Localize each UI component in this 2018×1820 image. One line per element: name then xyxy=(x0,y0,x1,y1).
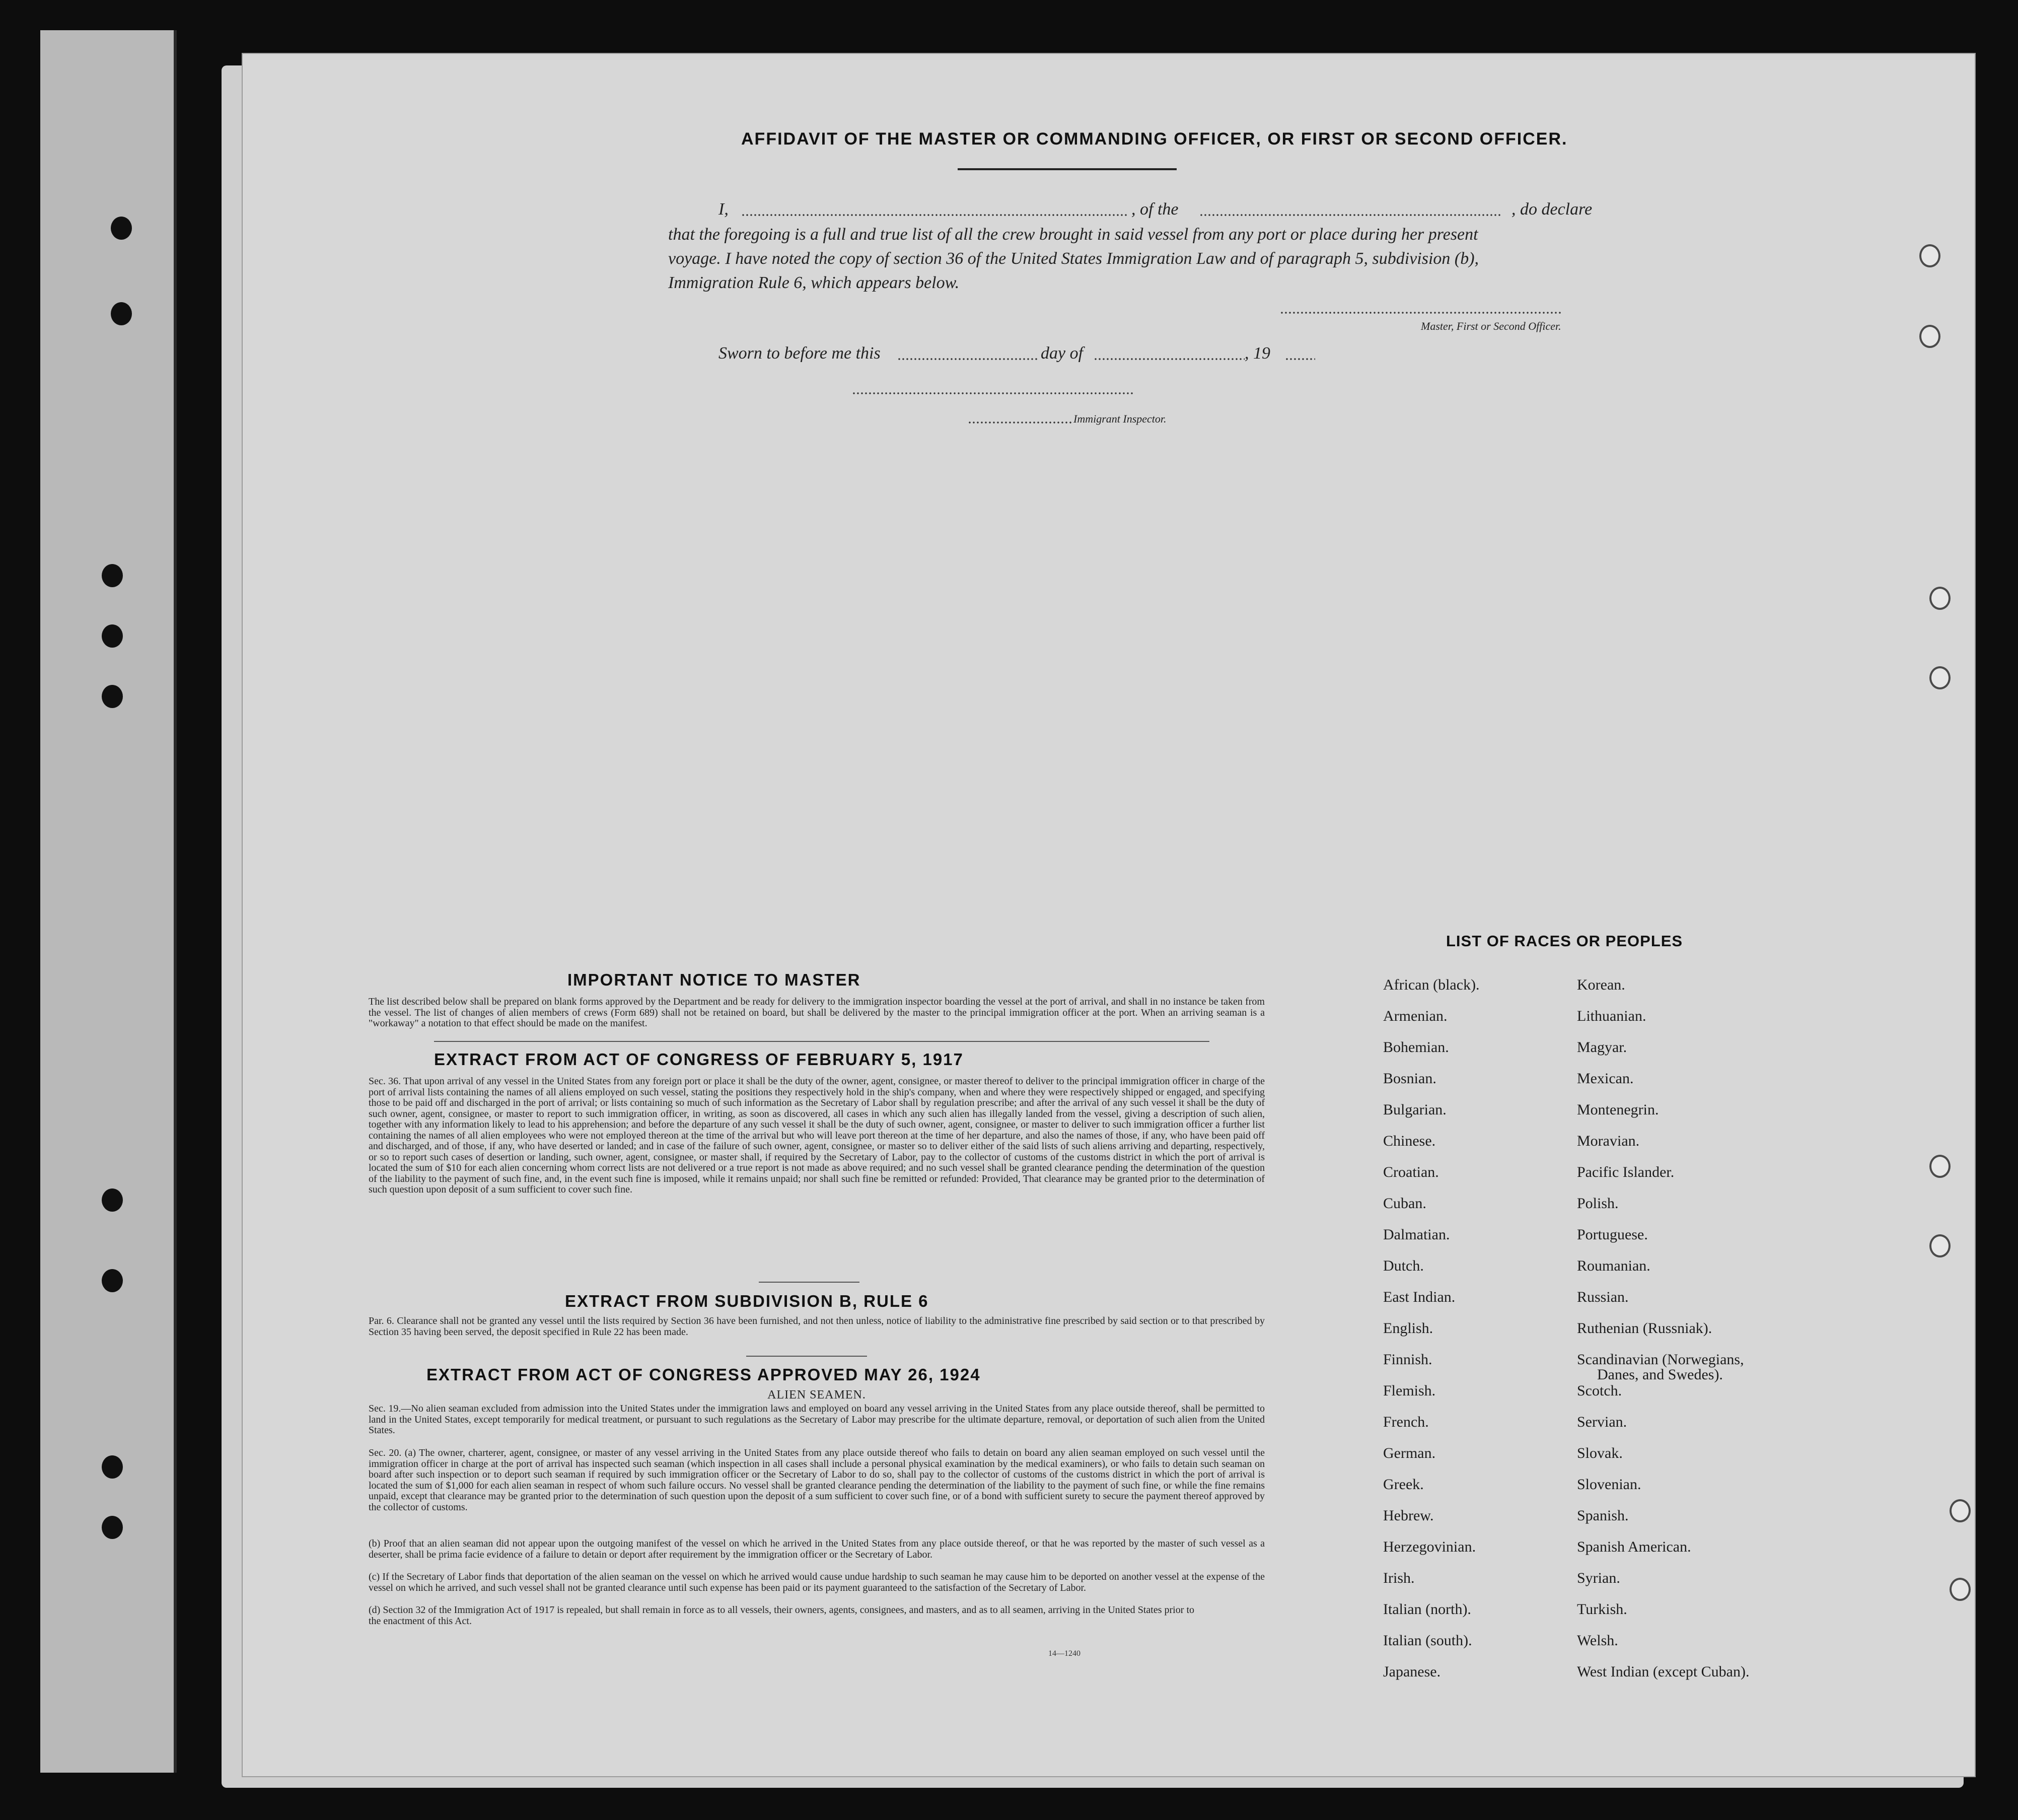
race-item: Servian. xyxy=(1577,1414,1627,1430)
notice-body: The list described below shall be prepared on blank forms approved by the Department and be ready for delivery to the immigration inspector boarding the vessel at the port of arrival, and shall in no instance be taken from the vessel. The list of changes of alien members of crews (Form 689) shall not be retained on board, but shall be delivered by the master to the principal immigration officer at the port. When an arriving seaman is a "workaway" a notation to that effect should be made on the manifest. xyxy=(369,996,1265,1029)
extract-1924-sec19: Sec. 19.—No alien seaman excluded from admission into the United States under the immigration laws and employed on board any vessel arriving in the United States from any place outside thereof, shall be permitted to land in the United States, except temporarily for medical treatment, or pursuant to such regulations as the Secretary of Labor may prescribe for the ultimate departure, removal, or deportation of such alien from the United States. xyxy=(369,1403,1265,1436)
race-item: Mexican. xyxy=(1577,1070,1634,1087)
binder-strip xyxy=(40,30,177,1773)
affidavit-title: AFFIDAVIT OF THE MASTER OR COMMANDING OFFICER, OR FIRST OR SECOND OFFICER. xyxy=(741,129,1568,149)
race-item: East Indian. xyxy=(1383,1289,1456,1305)
title-rule xyxy=(958,168,1177,170)
extract-1917-title: EXTRACT FROM ACT OF CONGRESS OF FEBRUARY 5, 1917 xyxy=(434,1050,964,1069)
sworn-text: Sworn to before me this xyxy=(718,344,881,363)
affidavit-i: I, xyxy=(718,200,729,219)
sworn-month-blank xyxy=(1094,358,1245,360)
race-item: Finnish. xyxy=(1383,1351,1432,1368)
extract-1924-title: EXTRACT FROM ACT OF CONGRESS APPROVED MAY 26, 1924 xyxy=(426,1365,981,1384)
notice-title: IMPORTANT NOTICE TO MASTER xyxy=(567,970,861,989)
race-item: Herzegovinian. xyxy=(1383,1538,1476,1555)
race-item: Flemish. xyxy=(1383,1382,1436,1399)
binder-hole xyxy=(102,1516,123,1539)
manifest-page xyxy=(242,53,1976,1777)
signature-caption: Master, First or Second Officer. xyxy=(1421,320,1561,332)
binder-hole xyxy=(102,685,123,708)
race-item: Dutch. xyxy=(1383,1257,1424,1274)
sworn-year-blank xyxy=(1285,358,1315,360)
punch-hole xyxy=(1929,1234,1951,1257)
race-item: French. xyxy=(1383,1414,1429,1430)
race-item: Roumanian. xyxy=(1577,1257,1650,1274)
form-number: 14—1240 xyxy=(1048,1649,1080,1658)
affidavit-line-2: that the foregoing is a full and true list of all the crew brought in said vessel from any port or place during her present xyxy=(668,225,1478,244)
punch-hole xyxy=(1919,325,1940,348)
races-title: LIST OF RACES OR PEOPLES xyxy=(1446,932,1683,950)
race-item: Italian (south). xyxy=(1383,1632,1472,1649)
race-item: West Indian (except Cuban). xyxy=(1577,1663,1750,1680)
extract-1924-sec20d: (d) Section 32 of the Immigration Act of 1917 is repealed, but shall remain in force as to all vessels, their owners, agents, consignees, and masters, and as to all seamen, arriving in the United States prior to the enactment of this Act. xyxy=(369,1604,1194,1627)
name-blank xyxy=(741,214,1129,216)
race-item: Greek. xyxy=(1383,1476,1424,1493)
sworn-day-of: day of xyxy=(1041,344,1084,363)
race-item: Dalmatian. xyxy=(1383,1226,1450,1243)
affidavit-line-3: voyage. I have noted the copy of section 36 of the United States Immigration Law and of paragraph 5, subdivision (b), xyxy=(668,249,1479,268)
extract-1917-body: Sec. 36. That upon arrival of any vessel in the United States from any foreign port or place it shall be the duty of the owner, agent, consignee, or master thereof to deliver to the principal immigration officer in charge of the port of arrival lists containing the names of all aliens employed on such vessel, stating the positions they respectively hold in the ship's company, when and where they were respectively shipped or engaged, and specifying those to be paid off and discharged in the port of arrival; or lists containing so much of such information as the Secretary of Labor shall by regulation prescribe; and after the arrival of any such vessel it shall be the duty of such owner, agent, consignee, or master to report to such immigration officer, in writing, as soon as discovered, all cases in which any such alien has illegally landed from the vessel, giving a description of such alien, together with any information likely to lead to his apprehension; and before the departure of any such vessel it shall be the duty of such owner, agent, consignee, or master to deliver to such immigration officer a further list containing the names of all alien employees who were not employed thereon at the time of the arrival but who will leave port thereon at the time of her departure, and also the names of those, if any, who have been paid off and discharged, and of those, if any, who have deserted or landed; and in case of the failure of such owner, agent, consignee, or master so to deliver either of the said lists of such aliens arriving and departing, respectively, or so to report such cases of desertion or landing, such owner, agent, consignee, or master shall, if required by the Secretary of Labor, pay to the collector of customs of the customs district in which the port of arrival is located the sum of $10 for each alien concerning whom correct lists are not delivered or a true report is not made as above required; and no such vessel shall be granted clearance pending the determination of the question of the liability to the payment of such fine, and, in the event such fine is imposed, while it remains unpaid; nor shall such fine be remitted or refunded: Provided, That clearance may be granted prior to the determination of such question upon deposit of a sum sufficient to cover such fine. xyxy=(369,1076,1265,1195)
race-item: Welsh. xyxy=(1577,1632,1618,1649)
affidavit-declare: , do declare xyxy=(1511,200,1593,219)
section-rule xyxy=(759,1282,859,1283)
extract-rule6-body: Par. 6. Clearance shall not be granted any vessel until the lists required by Section 36 have been furnished, and not then unless, notice of liability to the administrative fine prescribed by said section or to that prescribed by Section 35 having been served, the deposit specified in Rule 22 has been made. xyxy=(369,1315,1265,1338)
binder-hole xyxy=(102,1188,123,1212)
punch-hole xyxy=(1929,1155,1951,1178)
race-item: African (black). xyxy=(1383,976,1480,993)
punch-hole xyxy=(1950,1499,1971,1522)
extract-rule6-title: EXTRACT FROM SUBDIVISION B, RULE 6 xyxy=(565,1292,929,1310)
race-item: Lithuanian. xyxy=(1577,1008,1646,1024)
race-item: Moravian. xyxy=(1577,1133,1640,1149)
race-item: Croatian. xyxy=(1383,1164,1439,1180)
binder-hole xyxy=(102,1455,123,1479)
race-item: Slovak. xyxy=(1577,1445,1623,1461)
race-item-continuation: Danes, and Swedes). xyxy=(1597,1366,1723,1383)
extract-1924-sec20b: (b) Proof that an alien seaman did not appear upon the outgoing manifest of the vessel on which he arrived in the United States from any place outside thereof, or that he was reported by the master of such vessel as a deserter, shall be prima facie evidence of a failure to detain or deport after requirement by the immigration officer or the Secretary of Labor. xyxy=(369,1538,1265,1560)
extract-1924-sec20a: Sec. 20. (a) The owner, charterer, agent, consignee, or master of any vessel arriving in the United States from any place outside thereof who fails to detain on board any alien seaman employed on such vessel until the immigration officer in charge at the port of arrival has inspected such seaman (which inspection in all cases shall include a personal physical examination by the medical examiners), or who fails to detain such seaman on board after such inspection or to deport such seaman if required by such immigration officer or the Secretary of Labor to do so, shall pay to the collector of customs of the customs district in which the port of arrival is located the sum of $1,000 for each alien seaman in respect of whom such failure occurs. No vessel shall be granted clearance pending the determination of the liability to the payment of such fine, or while the fine remains unpaid, except that clearance may be granted prior to the determination of such question upon the deposit of a sum sufficient to cover such fine, or of a bond with sufficient surety to secure the payment thereof approved by the collector of customs. xyxy=(369,1447,1265,1513)
race-item: Bohemian. xyxy=(1383,1039,1449,1056)
race-item: Turkish. xyxy=(1577,1601,1627,1618)
affidavit-line-4: Immigration Rule 6, which appears below. xyxy=(668,273,960,292)
inspector-blank xyxy=(968,422,1073,424)
race-item: Syrian. xyxy=(1577,1570,1620,1586)
binder-hole xyxy=(102,564,123,587)
race-item: Spanish. xyxy=(1577,1507,1629,1524)
affidavit-of-the: , of the xyxy=(1131,200,1179,219)
race-item: Russian. xyxy=(1577,1289,1629,1305)
inspector-signature-blank xyxy=(852,392,1134,394)
vessel-blank xyxy=(1199,214,1501,216)
race-item: Polish. xyxy=(1577,1195,1619,1212)
race-item: Portuguese. xyxy=(1577,1226,1648,1243)
race-item: Chinese. xyxy=(1383,1133,1436,1149)
race-item: Italian (north). xyxy=(1383,1601,1471,1618)
race-item: Montenegrin. xyxy=(1577,1101,1659,1118)
binder-hole xyxy=(111,302,132,325)
race-item: German. xyxy=(1383,1445,1436,1461)
punch-hole xyxy=(1950,1578,1971,1601)
binder-hole xyxy=(102,1269,123,1292)
race-item: Japanese. xyxy=(1383,1663,1441,1680)
race-item: Armenian. xyxy=(1383,1008,1448,1024)
race-item: Magyar. xyxy=(1577,1039,1627,1056)
binder-hole xyxy=(111,217,132,240)
race-item: Bulgarian. xyxy=(1383,1101,1447,1118)
inspector-caption: Immigrant Inspector. xyxy=(1073,412,1167,425)
race-item: English. xyxy=(1383,1320,1433,1337)
race-item: Slovenian. xyxy=(1577,1476,1641,1493)
race-item: Scandinavian (Norwegians, xyxy=(1577,1351,1744,1368)
race-item: Hebrew. xyxy=(1383,1507,1434,1524)
extract-1924-sec20c: (c) If the Secretary of Labor finds that deportation of the alien seaman on the vessel on which he arrived would cause undue hardship to such seaman he may cause him to be deported on another vessel at the expense of the vessel on which he arrived, and such vessel shall not be granted clearance until such expense has been paid or its payment guaranteed to the satisfaction of the Secretary of Labor. xyxy=(369,1571,1265,1593)
race-item: Pacific Islander. xyxy=(1577,1164,1675,1180)
race-item: Korean. xyxy=(1577,976,1625,993)
race-item: Scotch. xyxy=(1577,1382,1622,1399)
race-item: Ruthenian (Russniak). xyxy=(1577,1320,1712,1337)
race-item: Cuban. xyxy=(1383,1195,1426,1212)
punch-hole xyxy=(1919,244,1940,267)
race-item: Irish. xyxy=(1383,1570,1415,1586)
sworn-day-blank xyxy=(897,358,1038,360)
extract-1924-subtitle: ALIEN SEAMEN. xyxy=(767,1388,866,1402)
section-rule xyxy=(434,1041,1209,1042)
race-item: Spanish American. xyxy=(1577,1538,1691,1555)
punch-hole xyxy=(1929,587,1951,610)
signature-blank xyxy=(1280,312,1562,314)
race-item: Bosnian. xyxy=(1383,1070,1436,1087)
section-rule xyxy=(746,1356,867,1357)
binder-hole xyxy=(102,624,123,648)
sworn-year: , 19 xyxy=(1245,344,1270,363)
punch-hole xyxy=(1929,666,1951,689)
